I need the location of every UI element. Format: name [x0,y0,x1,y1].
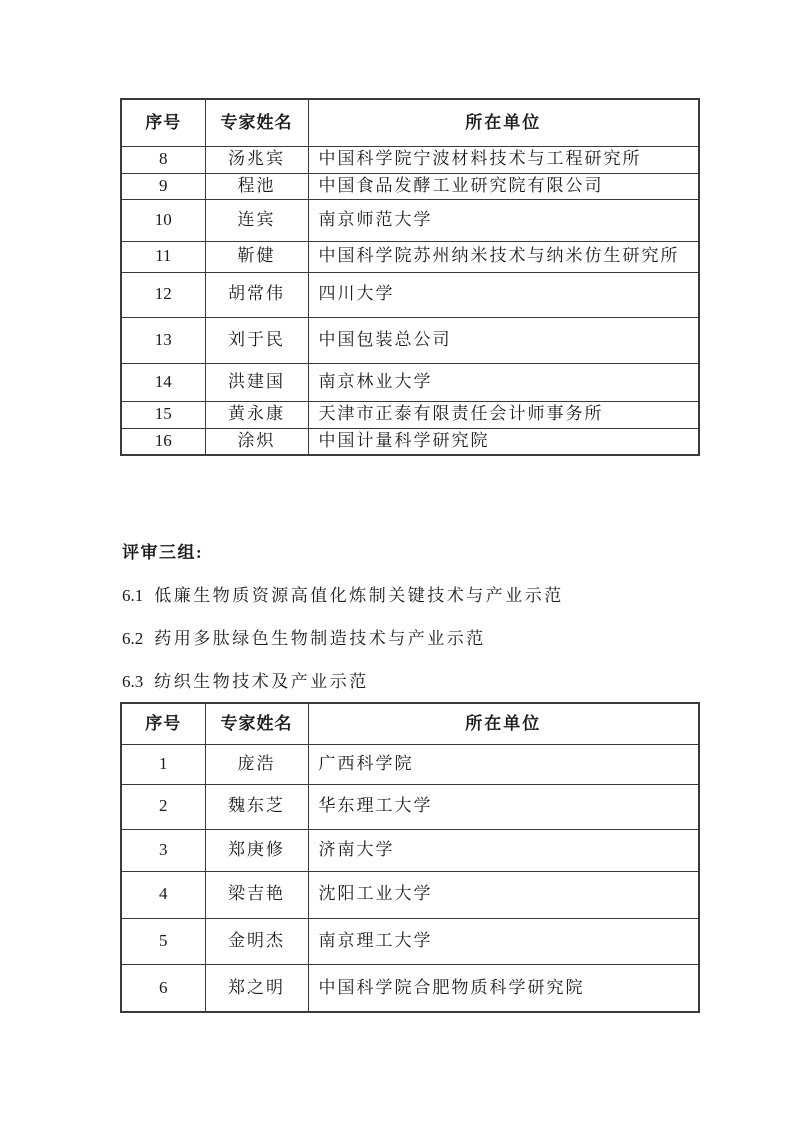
cell-no: 16 [121,428,205,455]
cell-organization: 南京师范大学 [308,199,699,241]
section-heading-review-group-3: 评审三组: [122,543,204,562]
table-row [121,871,699,918]
cell-no: 6 [121,964,205,1012]
cell-organization: 中国包装总公司 [308,317,699,363]
list-item-text: 药用多肽绿色生物制造技术与产业示范 [154,629,486,648]
cell-expert-name: 庞浩 [205,744,308,784]
table-row [121,918,699,964]
header-organization: 所在单位 [308,703,699,744]
cell-expert-name: 魏东芝 [205,784,308,829]
cell-expert-name: 连宾 [205,199,308,241]
cell-expert-name: 汤兆宾 [205,146,308,173]
table-row [121,272,699,317]
cell-no: 15 [121,401,205,428]
cell-no: 9 [121,173,205,199]
cell-organization: 广西科学院 [308,744,699,784]
header-organization: 所在单位 [308,99,699,146]
cell-no: 10 [121,199,205,241]
cell-no: 11 [121,241,205,272]
cell-organization: 华东理工大学 [308,784,699,829]
list-item-text: 纺织生物技术及产业示范 [154,672,369,691]
cell-organization: 四川大学 [308,272,699,317]
header-serial-no: 序号 [121,703,205,744]
cell-organization: 济南大学 [308,829,699,871]
cell-no: 2 [121,784,205,829]
cell-expert-name: 涂炽 [205,428,308,455]
header-expert-name: 专家姓名 [205,99,308,146]
table-header-row [121,703,699,744]
cell-expert-name: 胡常伟 [205,272,308,317]
cell-organization: 南京林业大学 [308,363,699,401]
cell-no: 4 [121,871,205,918]
list-item-6-2 [122,624,486,649]
cell-no: 5 [121,918,205,964]
cell-expert-name: 黄永康 [205,401,308,428]
cell-organization: 中国科学院宁波材料技术与工程研究所 [308,146,699,173]
table-row [121,363,699,401]
list-item-6-3 [122,667,369,692]
header-serial-no: 序号 [121,99,205,146]
table-row [121,146,699,173]
cell-expert-name: 程池 [205,173,308,199]
cell-organization: 中国科学院合肥物质科学研究院 [308,964,699,1012]
cell-expert-name: 靳健 [205,241,308,272]
list-item-number: 6.3 [122,672,144,691]
cell-expert-name: 金明杰 [205,918,308,964]
list-item-6-1 [122,581,564,606]
table-row [121,829,699,871]
cell-organization: 天津市正泰有限责任会计师事务所 [308,401,699,428]
cell-expert-name: 洪建国 [205,363,308,401]
header-expert-name: 专家姓名 [205,703,308,744]
list-item-text: 低廉生物质资源高值化炼制关键技术与产业示范 [154,586,564,605]
cell-no: 8 [121,146,205,173]
cell-no: 13 [121,317,205,363]
table-row [121,173,699,199]
cell-expert-name: 郑庚修 [205,829,308,871]
cell-organization: 中国科学院苏州纳米技术与纳米仿生研究所 [308,241,699,272]
list-item-number: 6.2 [122,629,144,648]
table-row [121,401,699,428]
experts-table-group2 [120,98,700,456]
cell-no: 1 [121,744,205,784]
cell-organization: 中国计量科学研究院 [308,428,699,455]
table-row [121,317,699,363]
cell-expert-name: 郑之明 [205,964,308,1012]
cell-no: 3 [121,829,205,871]
table-row [121,784,699,829]
table-row [121,199,699,241]
cell-organization: 中国食品发酵工业研究院有限公司 [308,173,699,199]
cell-expert-name: 梁吉艳 [205,871,308,918]
experts-table-group3 [120,702,700,1013]
cell-no: 12 [121,272,205,317]
table-row [121,964,699,1012]
cell-no: 14 [121,363,205,401]
table-header-row [121,99,699,146]
table-row [121,744,699,784]
table-row [121,241,699,272]
table-row [121,428,699,455]
list-item-number: 6.1 [122,586,144,605]
cell-organization: 沈阳工业大学 [308,871,699,918]
cell-expert-name: 刘于民 [205,317,308,363]
cell-organization: 南京理工大学 [308,918,699,964]
